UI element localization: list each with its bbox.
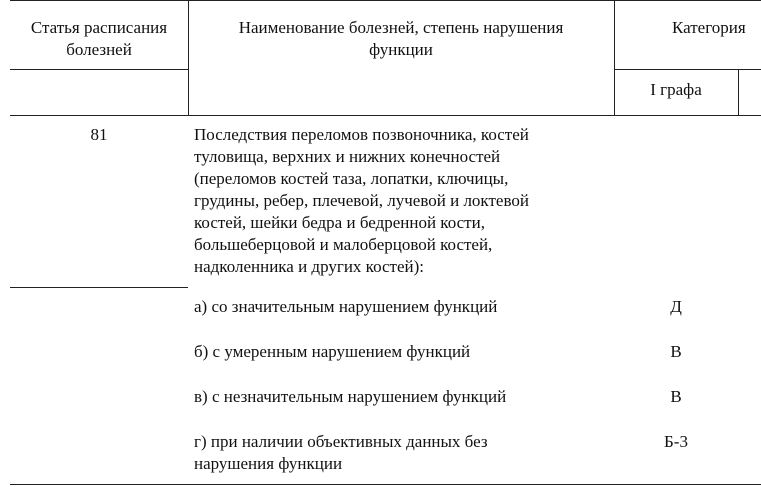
description-line: туловища, верхних и нижних конечностей: [194, 147, 501, 166]
description-line: грудины, ребер, плечевой, лучевой и локтевой: [194, 191, 529, 210]
description-line: надколенника и других костей):: [194, 257, 424, 276]
item-label-b: б) с умеренным нарушением функций: [194, 342, 471, 361]
top-border: [10, 0, 761, 1]
header-article-line1: Статья расписания: [30, 18, 168, 37]
article-number: 81: [90, 125, 108, 144]
description-line: костей, шейки бедра и бедренной кости,: [194, 213, 485, 232]
header-name-line2: функции: [369, 40, 433, 59]
item-label-d-line1: г) при наличии объективных данных без: [194, 432, 488, 451]
header-category: Категория: [672, 18, 746, 37]
header-name-line1: Наименование болезней, степень нарушения: [238, 18, 564, 37]
header-divider: [10, 69, 188, 70]
item-category-c: В: [670, 387, 682, 406]
item-label-a: а) со значительным нарушением функций: [194, 297, 498, 316]
header-bottom-border: [10, 115, 761, 116]
item-category-b: В: [670, 342, 682, 361]
header-graph-1: I графа: [650, 80, 702, 99]
description-line: Последствия переломов позвоночника, костей: [194, 125, 529, 144]
item-category-d: Б-3: [664, 432, 688, 451]
item-category-a: Д: [670, 297, 682, 316]
header-article-line2: болезней: [66, 40, 132, 59]
description-line: (переломов костей таза, лопатки, ключицы,: [194, 169, 509, 188]
item-label-c: в) с незначительным нарушением функций: [194, 387, 507, 406]
table-bottom-border: [10, 484, 761, 485]
description-line: большеберцовой и малоберцовой костей,: [194, 235, 493, 254]
article-cell-divider: [10, 287, 188, 288]
item-label-d-line2: нарушения функции: [194, 454, 343, 473]
column-divider-3: [738, 69, 739, 116]
